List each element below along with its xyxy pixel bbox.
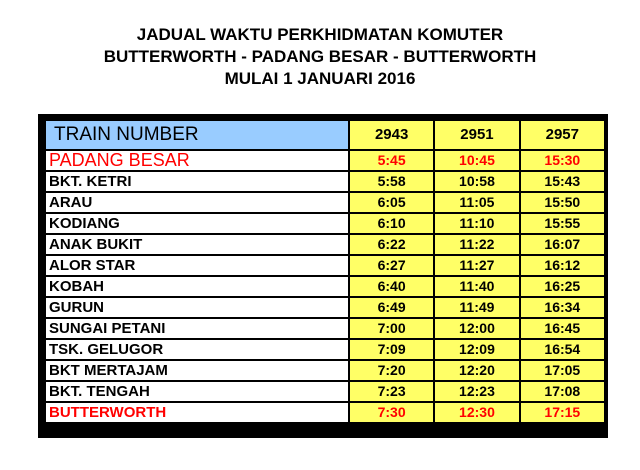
departure-time: 12:00 <box>434 318 519 339</box>
departure-time: 6:49 <box>349 297 434 318</box>
departure-time: 15:30 <box>520 150 605 171</box>
table-row <box>45 339 605 360</box>
header-row <box>45 120 605 150</box>
table-row <box>45 402 605 423</box>
departure-time: 15:55 <box>520 213 605 234</box>
departure-time: 15:50 <box>520 192 605 213</box>
departure-time: 6:40 <box>349 276 434 297</box>
station-name: ALOR STAR <box>45 255 349 276</box>
departure-time: 11:40 <box>434 276 519 297</box>
departure-time: 12:09 <box>434 339 519 360</box>
table-row <box>45 381 605 402</box>
table-row <box>45 360 605 381</box>
departure-time: 11:22 <box>434 234 519 255</box>
station-name: BUTTERWORTH <box>45 402 349 423</box>
station-name: TSK. GELUGOR <box>45 339 349 360</box>
departure-time: 6:22 <box>349 234 434 255</box>
departure-time: 5:58 <box>349 171 434 192</box>
departure-time: 12:20 <box>434 360 519 381</box>
train-number-2951: 2951 <box>434 120 519 150</box>
table-row <box>45 297 605 318</box>
train-number-2957: 2957 <box>520 120 605 150</box>
train-number-label: TRAIN NUMBER <box>45 120 349 150</box>
departure-time: 6:10 <box>349 213 434 234</box>
table-row <box>45 192 605 213</box>
table-row <box>45 318 605 339</box>
effective-date: MULAI 1 JANUARI 2016 <box>224 69 416 88</box>
departure-time: 16:25 <box>520 276 605 297</box>
departure-time: 7:09 <box>349 339 434 360</box>
station-name: GURUN <box>45 297 349 318</box>
station-name: SUNGAI PETANI <box>45 318 349 339</box>
station-name: KOBAH <box>45 276 349 297</box>
departure-time: 12:30 <box>434 402 519 423</box>
station-name: PADANG BESAR <box>45 150 349 171</box>
departure-time: 17:08 <box>520 381 605 402</box>
departure-time: 15:43 <box>520 171 605 192</box>
departure-time: 7:20 <box>349 360 434 381</box>
departure-time: 6:27 <box>349 255 434 276</box>
table-row <box>45 255 605 276</box>
train-number-2943: 2943 <box>349 120 434 150</box>
table-row <box>45 171 605 192</box>
departure-time: 16:12 <box>520 255 605 276</box>
station-name: BKT. KETRI <box>45 171 349 192</box>
route-title: BUTTERWORTH - PADANG BESAR - BUTTERWORTH <box>103 47 537 66</box>
departure-time: 16:34 <box>520 297 605 318</box>
departure-time: 10:45 <box>434 150 519 171</box>
table-row <box>45 150 605 171</box>
table-row <box>45 234 605 255</box>
station-name: BKT. TENGAH <box>45 381 349 402</box>
departure-time: 6:05 <box>349 192 434 213</box>
departure-time: 12:23 <box>434 381 519 402</box>
station-name: ANAK BUKIT <box>45 234 349 255</box>
departure-time: 16:45 <box>520 318 605 339</box>
departure-time: 17:05 <box>520 360 605 381</box>
departure-time: 7:00 <box>349 318 434 339</box>
departure-time: 7:30 <box>349 402 434 423</box>
timetable <box>38 114 608 438</box>
station-name: ARAU <box>45 192 349 213</box>
table-row <box>45 213 605 234</box>
departure-time: 16:07 <box>520 234 605 255</box>
schedule-title: JADUAL WAKTU PERKHIDMATAN KOMUTER <box>136 25 504 44</box>
departure-time: 11:10 <box>434 213 519 234</box>
station-name: KODIANG <box>45 213 349 234</box>
departure-time: 11:27 <box>434 255 519 276</box>
timetable-grid <box>44 119 606 424</box>
departure-time: 5:45 <box>349 150 434 171</box>
departure-time: 16:54 <box>520 339 605 360</box>
table-row <box>45 276 605 297</box>
departure-time: 7:23 <box>349 381 434 402</box>
departure-time: 11:05 <box>434 192 519 213</box>
departure-time: 11:49 <box>434 297 519 318</box>
departure-time: 17:15 <box>520 402 605 423</box>
departure-time: 10:58 <box>434 171 519 192</box>
station-name: BKT MERTAJAM <box>45 360 349 381</box>
